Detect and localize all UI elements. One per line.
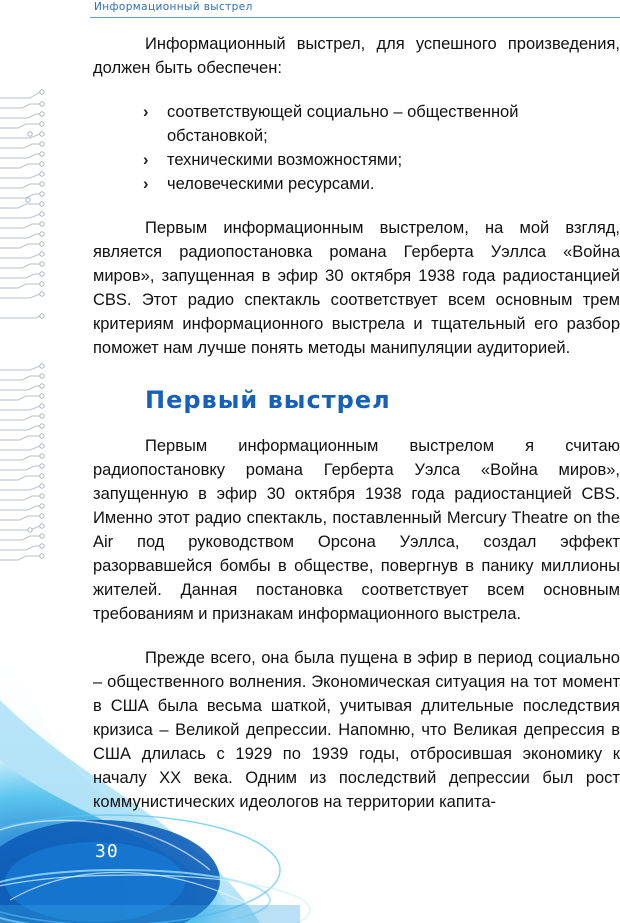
header-rule [90, 17, 620, 18]
list-item-text: человеческими ресурсами. [167, 175, 375, 193]
body-paragraph: Первым информационным выстрелом, на мой взгляд, является радиопостановка романа Герберта Уэллса «Война миров», запущенная в эфир 30 октября 1938 года радиостанцией CBS. Этот радио спектакль соответствует всем основным трем критериям информационного выстрела и тщательный его разбор поможет нам лучше понять методы манипуляции аудиторией. [93, 219, 620, 357]
list-item [93, 148, 620, 172]
page-number: 30 [95, 841, 119, 862]
intro-paragraph: Информационный выстрел, для успешного произведения, должен быть обеспечен: [93, 35, 620, 77]
list-item [93, 172, 620, 196]
bullet-marker: › [143, 151, 149, 169]
requirements-list [93, 100, 620, 196]
circuit-pattern [0, 92, 40, 560]
bullet-marker: › [143, 103, 149, 121]
body-paragraph: Прежде всего, она была пущена в эфир в период социально – общественного волнения. Экономическая ситуация на тот момент в США была весьма шаткой, учитывая длительные последствия кризиса – Великой депрессии. Напомню, что Великая депрессия в США длилась с 1929 по 1939 годы, отбросившая экономику к началу XX века. Одним из последствий депрессии был рост коммунистических идеологов на территории капита- [93, 649, 620, 811]
list-item-text: техническими возможностями; [167, 151, 403, 169]
paragraph-gap [93, 626, 620, 646]
bullet-marker: › [143, 175, 149, 193]
page-content [93, 32, 620, 814]
body-paragraph: Первым информационным выстрелом я считаю радиопостановку романа Герберта Уэлса «Война миров», запущенную в эфир 30 октября 1938 года радиостанцией CBS. Именно этот радио спектакль, поставленный Mercury Theatre on the Air под руководством Орсона Уэллса, создал эффект разорвавшейся бомбы в обществе, повергнув в панику миллионы жителей. Данная постановка соответствует всем основным требованиям и признакам информационного выстрела. [93, 437, 620, 623]
list-item [93, 100, 620, 148]
list-item-text: соответствующей социально – общественной обстановкой; [167, 103, 519, 145]
section-heading: Первый выстрел [145, 386, 391, 414]
running-header: Информационный выстрел [94, 1, 253, 13]
